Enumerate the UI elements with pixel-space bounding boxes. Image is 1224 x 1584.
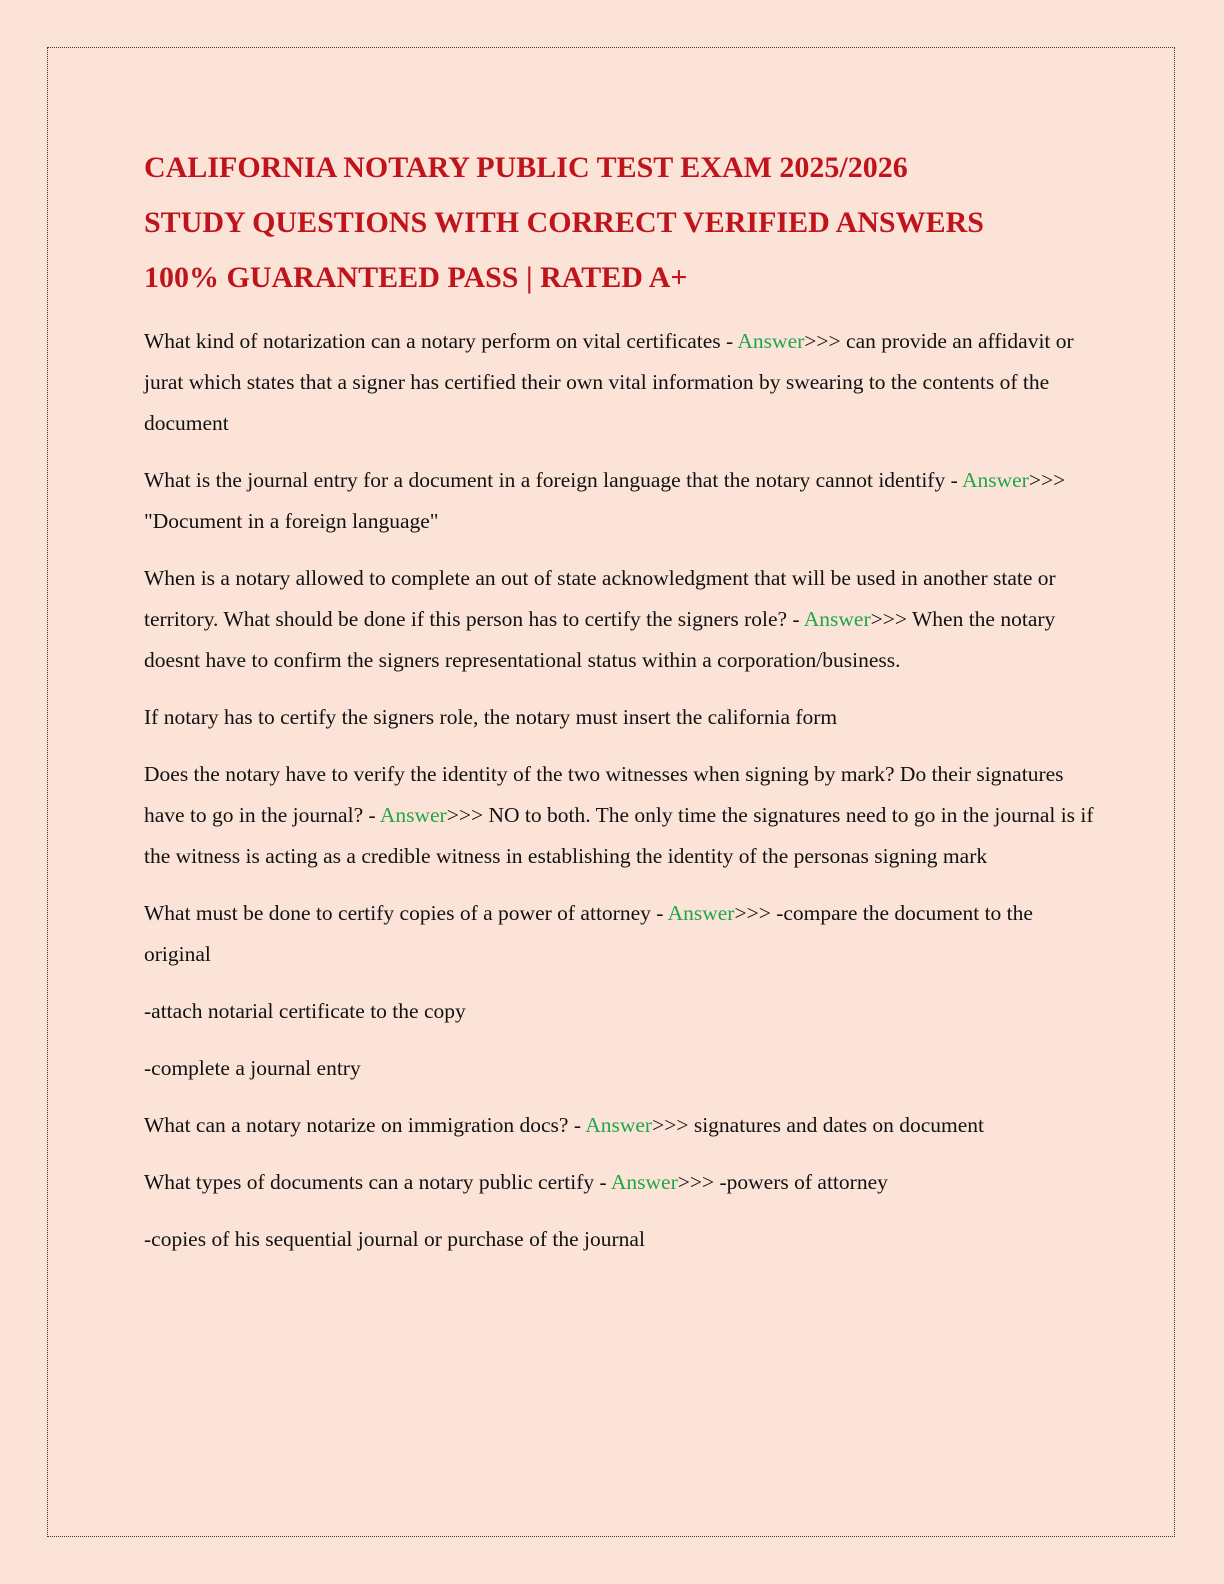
- answer-label: Answer: [803, 607, 871, 631]
- answer-label: Answer: [667, 901, 735, 925]
- answer-label: Answer: [737, 329, 805, 353]
- question-text: What is the journal entry for a document in a foreign language that the notary cannot identify -: [144, 468, 962, 492]
- answer-text: >>> -compare the document to the original: [144, 901, 1033, 966]
- question-text: What types of documents can a notary public certify -: [144, 1170, 611, 1194]
- answer-text: >>> signatures and dates on document: [652, 1113, 985, 1137]
- answer-text: >>> NO to both. The only time the signatures need to go in the journal is if the witness is acting as a credible witness in establishing the identity of the personas signing mark: [144, 803, 1094, 868]
- text-paragraph: -copies of his sequential journal or purchase of the journal: [144, 1227, 645, 1251]
- qa-paragraph: [144, 321, 1094, 444]
- title-line: 100% GUARANTEED PASS | RATED A+: [144, 261, 688, 294]
- answer-label: Answer: [585, 1113, 653, 1137]
- question-text: When is a notary allowed to complete an out of state acknowledgment that will be used in another state or territory. What should be done if this person has to certify the signers role? -: [144, 566, 1056, 631]
- document-title: [144, 140, 1094, 305]
- answer-text: >>> "Document in a foreign language": [144, 468, 1066, 533]
- answer-label: Answer: [961, 468, 1029, 492]
- answer-text: >>> can provide an affidavit or jurat which states that a signer has certified their own vital information by swearing to the contents of the document: [144, 329, 1074, 435]
- text-paragraph: -complete a journal entry: [144, 1056, 361, 1080]
- qa-paragraph: [144, 1162, 1094, 1203]
- title-line: STUDY QUESTIONS WITH CORRECT VERIFIED ANSWERS: [144, 206, 984, 239]
- question-text: What can a notary notarize on immigration docs? -: [144, 1113, 586, 1137]
- text-paragraph: -attach notarial certificate to the copy: [144, 999, 466, 1023]
- answer-text: >>> When the notary doesnt have to confirm the signers representational status within a corporation/business.: [144, 607, 1056, 672]
- qa-paragraph: [144, 1105, 1094, 1146]
- qa-paragraph: [144, 754, 1094, 877]
- answer-label: Answer: [610, 1170, 678, 1194]
- question-text: What kind of notarization can a notary perform on vital certificates -: [144, 329, 738, 353]
- answer-label: Answer: [379, 803, 447, 827]
- document-body: [144, 140, 1094, 1276]
- text-paragraph: If notary has to certify the signers role, the notary must insert the california form: [144, 705, 838, 729]
- question-text: Does the notary have to verify the identity of the two witnesses when signing by mark? Do their signatures have to go in the journal? -: [144, 762, 1064, 827]
- qa-paragraph: [144, 460, 1094, 542]
- qa-paragraph: [144, 558, 1094, 681]
- question-text: What must be done to certify copies of a power of attorney -: [144, 901, 668, 925]
- qa-paragraph: [144, 893, 1094, 975]
- title-line: CALIFORNIA NOTARY PUBLIC TEST EXAM 2025/2026: [144, 151, 908, 184]
- answer-text: >>> -powers of attorney: [677, 1170, 888, 1194]
